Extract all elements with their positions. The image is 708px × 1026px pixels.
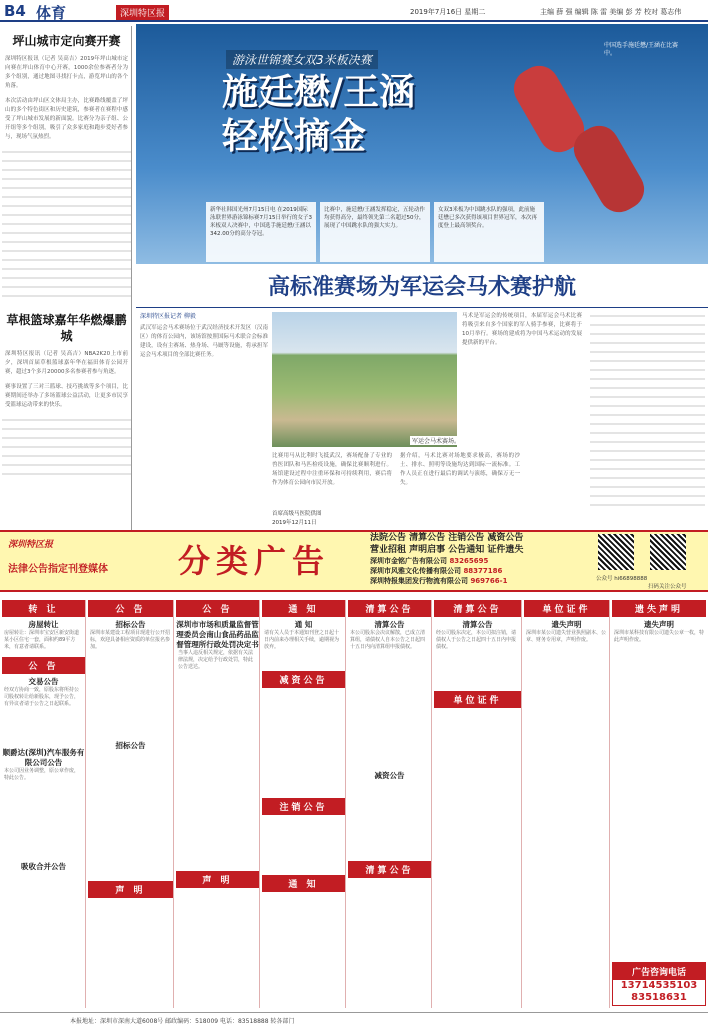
qr-code-2[interactable] <box>650 534 686 570</box>
col1-header: 转 让 <box>2 600 85 617</box>
story2-title: 草根篮球嘉年华燃爆鹏城 <box>6 313 127 343</box>
c4-body: 请有关人员于本通知刊登之日起十日内前来办理相关手续，逾期视为放弃。 <box>264 630 340 650</box>
arena-photo-caption: 军运会马术赛场。 <box>412 438 461 445</box>
c4-cancel-header: 注销公告 <box>262 798 345 815</box>
c7-title: 遗失声明 <box>551 620 582 629</box>
c2-title: 招标公告 <box>115 620 146 629</box>
c1-company-body: 本公司因业务调整，原公章作废，特此公告。 <box>4 768 80 781</box>
story2-body: 赛事设置了三对三篮球、技巧挑战等多个项目，比赛期间还举办了多场篮球公益活动，让更多市民享受篮球运动带来的快乐。 <box>5 384 128 408</box>
hero-photo-caption: 中国选手施廷懋/王涵在比赛中。 <box>604 42 679 57</box>
qr1-caption: 公众号 hi66898888 <box>596 576 648 582</box>
c4-reduce-header: 减资公告 <box>262 671 345 688</box>
ad-title: 分类广告 <box>178 542 331 580</box>
c3-title: 深圳市市场和质量监督管理委员会南山食品药品监督管理所行政处罚决定书 <box>176 620 259 649</box>
classified-col-2 <box>88 600 174 1008</box>
col7-header: 单位证件 <box>524 600 609 617</box>
qr2-caption: 扫码关注公众号 <box>648 584 687 590</box>
c2-body: 深圳市某建设工程项目现进行公开招标，欢迎具备相应资质的单位报名参加。 <box>90 630 171 650</box>
col3-header: 公 告 <box>176 600 259 617</box>
c1-notice-title: 交易公告 <box>28 677 59 686</box>
c4-title: 通 知 <box>294 620 313 629</box>
page-number: B4 <box>4 2 26 20</box>
hero-title <box>222 70 415 158</box>
paper-logo: 深圳特区报 <box>116 5 169 20</box>
hero-text-col-2: 比赛中，施廷懋/王涵发挥稳定，五轮动作均获得高分，最终领先第二名超过50分，展现了中国跳水队的强大实力。 <box>320 202 430 262</box>
story1-body: 本次活动由坪山区文体局主办，比赛路线覆盖了坪山的多个特色街区和历史建筑，参赛者在赛程中感受了坪山城市发展的新面貌。比赛分为亲子组、公开组等多个组别，吸引了众多家庭和跑步爱好者参与，现场气氛热烈。 <box>5 98 128 140</box>
ad-agency-1: 深圳市金铭广告有限公司 83265695 <box>370 557 489 565</box>
c1-body: 房屋转让：深圳市宝安区新安街道某小区住宅一套，面积约89平方米，有意者请联系。 <box>4 630 80 650</box>
arena-photo <box>272 312 457 447</box>
hero-subtitle: 游泳世锦赛女双3米板决赛 <box>226 50 378 69</box>
main-col-2: 比赛用马从比利时飞抵武汉，赛场配备了专业的兽医团队和马匹检疫设施，确保比赛顺利进行。场馆建设过程中注重环保和可持续利用，赛后将作为体育公园向市民开放。 <box>272 453 392 486</box>
classified-col-4 <box>262 600 346 1008</box>
ad-categories <box>370 532 570 586</box>
ad-contact-box <box>612 962 706 1006</box>
ad-subtitle: 法律公告指定刊登媒体 <box>8 564 108 575</box>
qr-code-1[interactable] <box>598 534 634 570</box>
classified-col-3 <box>176 600 260 1008</box>
c6-body: 经公司股东决定，本公司拟注销，请债权人于公告之日起四十五日内申报债权。 <box>436 630 517 650</box>
c6-title: 清算公告 <box>462 620 493 629</box>
classified-grid <box>2 600 706 1008</box>
story1-lead: 深圳特区报讯（记者 吴高吉）2019年坪山城市定向赛在坪山体育中心开赛，1000余位参赛者分为多个组别，通过地图寻找打卡点，游览坪山的各个角落。 <box>5 56 128 89</box>
c2-tender-2: 招标公告 <box>115 741 146 750</box>
c1-merge-notice: 吸收合并公告 <box>21 862 66 871</box>
classified-col-5 <box>348 600 432 1008</box>
col5-header: 清算公告 <box>348 600 431 617</box>
main-col-5 <box>590 312 705 512</box>
c7-body: 深圳市某公司遗失营业执照副本、公章、财务专用章，声明作废。 <box>526 630 607 643</box>
c4-notify-header: 通 知 <box>262 875 345 892</box>
classified-col-1 <box>2 600 86 1008</box>
main-date-note: 2019年12月11日 <box>272 520 317 526</box>
contact-phone-2[interactable]: 83518631 <box>631 992 687 1003</box>
classified-col-7 <box>524 600 610 1008</box>
diver-figure-2 <box>567 119 652 220</box>
ad-agency-3: 深圳特报集团发行物流有限公司 969766-1 <box>370 577 508 585</box>
c8-body: 深圳市某科技有限公司遗失公章一枚，特此声明作废。 <box>614 630 705 643</box>
hero-title-line2: 轻松摘金 <box>222 115 367 157</box>
classified-col-6 <box>434 600 522 1008</box>
classified-col-8 <box>612 600 706 1008</box>
c5-body: 本公司股东会决议解散，已成立清算组，请债权人自本公告之日起四十五日内向清算组申报债权。 <box>350 630 426 650</box>
hero-photo <box>136 24 708 264</box>
col8-header: 遗失声明 <box>612 600 706 617</box>
story1-title: 坪山城市定向赛开赛 <box>12 34 121 48</box>
main-col-3: 据介绍，马术比赛对场地要求极高，赛场的沙土、排水、照明等设施均达到国际一流标准。工作人员正在进行最后的调试与演练，确保万无一失。 <box>400 453 520 486</box>
hero-title-line1: 施廷懋/王涵 <box>222 71 416 113</box>
story2-lead: 深圳特区报讯（记者 吴高吉）NBA2K20上市前夕，深圳首届草根篮球嘉年华在福田体育公园开赛，超过3个多月20000多名参赛者参与角逐。 <box>5 351 128 375</box>
story1-text-block <box>2 148 131 298</box>
main-col-4: 马术是军运会的传统项目，本届军运会马术比赛将吸引来自多个国家的军人骑手参赛，比赛将于10月举行。赛场的建成将为中国马术运动的发展提供新的平台。 <box>462 313 582 346</box>
ad-categories-line1: 法院公告 清算公告 注销公告 减资公告 <box>370 533 524 543</box>
contact-title: 广告咨询电话 <box>613 963 705 980</box>
left-column <box>2 26 132 546</box>
c8-title: 遗失声明 <box>644 620 674 629</box>
contact-phone-1[interactable]: 13714535103 <box>620 980 698 991</box>
story2-text-block <box>2 416 131 476</box>
col6-header: 清算公告 <box>434 600 521 617</box>
c5-title: 清算公告 <box>374 620 405 629</box>
c6-cert-header: 单位证件 <box>434 691 521 708</box>
ad-paper-logo: 深圳特区报 <box>8 540 54 550</box>
staff-credits: 主编 薛 强 编辑 陈 雷 美编 彭 芳 校对 葛志伟 <box>540 8 682 16</box>
main-col-1: 武汉军运会马术赛场位于武汉经济技术开发区（汉南区）的体育公园内，该场馆按照国际马术联合会标准建设，设有主赛场、热身场、马厩等设施，将承担军运会马术项目的全部比赛任务。 <box>140 325 268 358</box>
c5-liquidation-header: 清算公告 <box>348 861 431 878</box>
hero-text-col-1: 新华社韩国光州7月15日电 在2019国际泳联世界游泳锦标赛7月15日举行的女子3米板双人决赛中，中国选手施廷懋/王涵以342.00分的高分夺冠。 <box>206 202 316 262</box>
main-source: 首席高级马医院供图 <box>272 511 322 517</box>
col4-header: 通 知 <box>262 600 345 617</box>
c3-body: 当事人违反相关规定，依据有关法律法规，决定给予行政处罚，特此公告送达。 <box>178 650 254 670</box>
main-byline: 深圳特区报记者 柳毅 <box>140 313 196 320</box>
c1-section-header: 公 告 <box>2 657 85 674</box>
c1-company-notice: 顺爵达(深圳)汽车服务有限公司公告 <box>2 748 85 767</box>
hero-text-col-3: 女双3米板为中国跳水队的强项，此前施廷懋已多次获得该项目世界冠军，本次再度登上最高领奖台。 <box>434 202 544 262</box>
ad-categories-line2: 营业招租 声明启事 公告通知 证件遗失 <box>370 545 524 555</box>
main-title: 高标准赛场为军运会马术赛护航 <box>136 270 708 308</box>
page-footer: 本报地址：深圳市深南大道6008号 邮政编码：518009 电话：83518888 转各部门 <box>0 1012 708 1026</box>
col2-header: 公 告 <box>88 600 173 617</box>
c1-title: 房屋转让 <box>28 620 59 629</box>
c3-decl-header: 声 明 <box>176 871 259 888</box>
c1-notice-body: 经双方协商一致，原股东将所持公司股权转让给新股东，现予公告，有异议者请于公告之日起联系。 <box>4 687 80 707</box>
issue-date: 2019年7月16日 星期二 <box>410 8 486 16</box>
c5-reduce-title: 减资公告 <box>374 771 405 780</box>
c2-decl-header: 声 明 <box>88 881 173 898</box>
ad-agency-2: 深圳市风雅文化传播有限公司 88377186 <box>370 567 503 575</box>
section-title: 体育 <box>36 4 67 22</box>
